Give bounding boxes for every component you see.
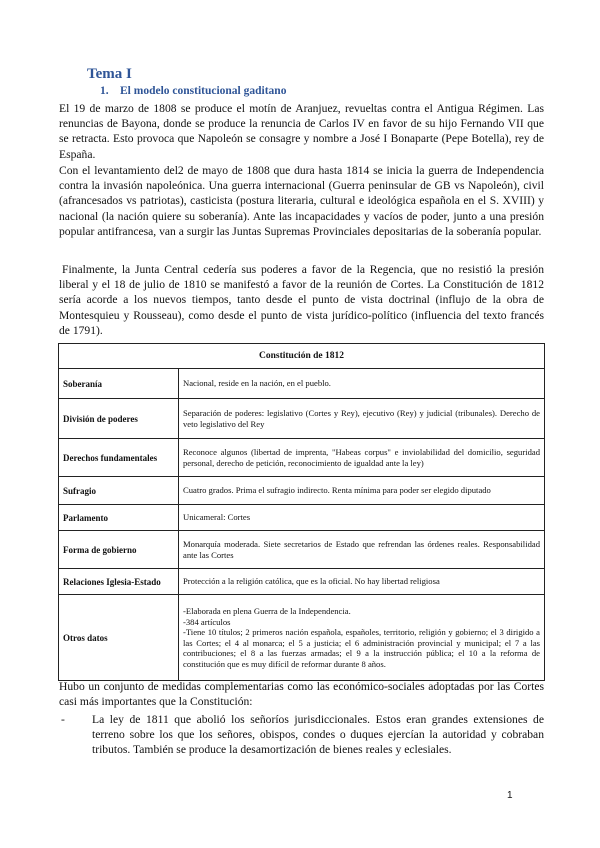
row-value: Monarquía moderada. Siete secretarios de Estado que refrendan las órdenes reales. Responsabilidad ante las Cortes <box>179 531 545 569</box>
table-row <box>59 505 545 531</box>
row-key: Otros datos <box>59 595 179 681</box>
row-value: Separación de poderes: legislativo (Cortes y Rey), ejecutivo (Rey) y judicial (tribunales). Derecho de veto legislativo del Rey <box>179 399 545 439</box>
row-value: Protección a la religión católica, que es la oficial. No hay libertad religiosa <box>179 569 545 595</box>
section-number: 1. <box>100 85 109 97</box>
closing-paragraph: Hubo un conjunto de medidas complementarias como las económico-sociales adoptadas por las Cortes casi más importantes que la Constitución: <box>59 680 544 709</box>
list-item <box>59 712 544 758</box>
otros-line: -Tiene 10 títulos; 2 primeros nación española, españoles, territorio, religión y gobierno; el 3 dirigido a las Cortes; el 4 al monarca; el 5 a justicia; el 6 administración provincial y municipal; el 7 a las contribuciones; el 8 a las fuerzas armadas; el 9 a la instrucción pública; el 10 a la reforma de constitución que es muy difícil de reformar durante 8 años. <box>183 627 540 669</box>
table-title: Constitución de 1812 <box>59 344 545 369</box>
otros-line: -Elaborada en plena Guerra de la Independencia. <box>183 606 351 616</box>
paragraph-2: Con el levantamiento del2 de mayo de 1808 que dura hasta 1814 se inicia la guerra de Independencia contra la invasión napoleónica. Una guerra internacional (Guerra peninsular de GB vs Napoleón), civil (afrancesados vs patriotas), casticista (postura literaria, cultural e ideológica española en el S. XVIII) y nacional (la nación quiere su soberanía). Ante las incapacidades y vacíos de poder, junto a una presión popular antifrancesa, van a surgir las Juntas Supremas Provinciales depositarias de la soberanía popular. <box>59 164 544 238</box>
page-number: 1 <box>507 790 513 801</box>
table-row <box>59 569 545 595</box>
list-item-text: La ley de 1811 que abolió los señoríos jurisdiccionales. Estos eran grandes extensiones de terreno sobre los que los señores, obispos, condes o duques ejercían la autoridad y cobraban tributos. También se produce la desamortización de bienes reales y eclesiales. <box>92 713 544 757</box>
otros-line: -384 artículos <box>183 616 231 627</box>
row-value: Cuatro grados. Prima el sufragio indirecto. Renta mínima para poder ser elegido diputado <box>179 477 545 505</box>
row-value: Reconoce algunos (libertad de imprenta, "Habeas corpus" e inviolabilidad del domicilio, seguridad personal, derecho de petición, reconocimiento de igualdad ante la ley) <box>179 439 545 477</box>
table-row <box>59 595 545 681</box>
paragraph-3: Finalmente, la Junta Central cedería sus poderes a favor de la Regencia, que no resistió la presión liberal y el 18 de julio de 1810 se manifestó a favor de la reunión de Cortes. La Constitución de 1812 sería acorde a los nuevos tiempos, tanto desde el punto de vista doctrinal (influjo de la obra de Montesquieu y Rousseau), como desde el punto de vista jurídico-político (influencia del texto francés de 1791). <box>59 263 544 337</box>
row-value <box>179 595 545 681</box>
table-row <box>59 531 545 569</box>
row-key: Sufragio <box>59 477 179 505</box>
constitution-table <box>58 343 545 681</box>
row-value: Nacional, reside en la nación, en el pueblo. <box>179 369 545 399</box>
table-row <box>59 477 545 505</box>
row-key: Soberanía <box>59 369 179 399</box>
row-value: Unicameral: Cortes <box>179 505 545 531</box>
measures-list <box>59 712 544 758</box>
row-key: Forma de gobierno <box>59 531 179 569</box>
row-key: División de poderes <box>59 399 179 439</box>
row-key: Derechos fundamentales <box>59 439 179 477</box>
paragraph-1: El 19 de marzo de 1808 se produce el motín de Aranjuez, revueltas contra el Antigua Régimen. Las renuncias de Bayona, donde se produce la renuncia de Carlos IV en favor de su hijo Fernando VII que se retracta. Esto provoca que Napoleón se consagre y nombre a José I Bonaparte (Pepe Botella), rey de España. <box>59 102 544 161</box>
row-key: Parlamento <box>59 505 179 531</box>
table-row <box>59 399 545 439</box>
table-row <box>59 439 545 477</box>
page-title: Tema I <box>87 66 132 82</box>
list-dash: - <box>61 713 65 726</box>
section-heading <box>100 85 286 97</box>
row-key: Relaciones Iglesia-Estado <box>59 569 179 595</box>
table-row <box>59 369 545 399</box>
section-title: El modelo constitucional gaditano <box>120 85 287 97</box>
